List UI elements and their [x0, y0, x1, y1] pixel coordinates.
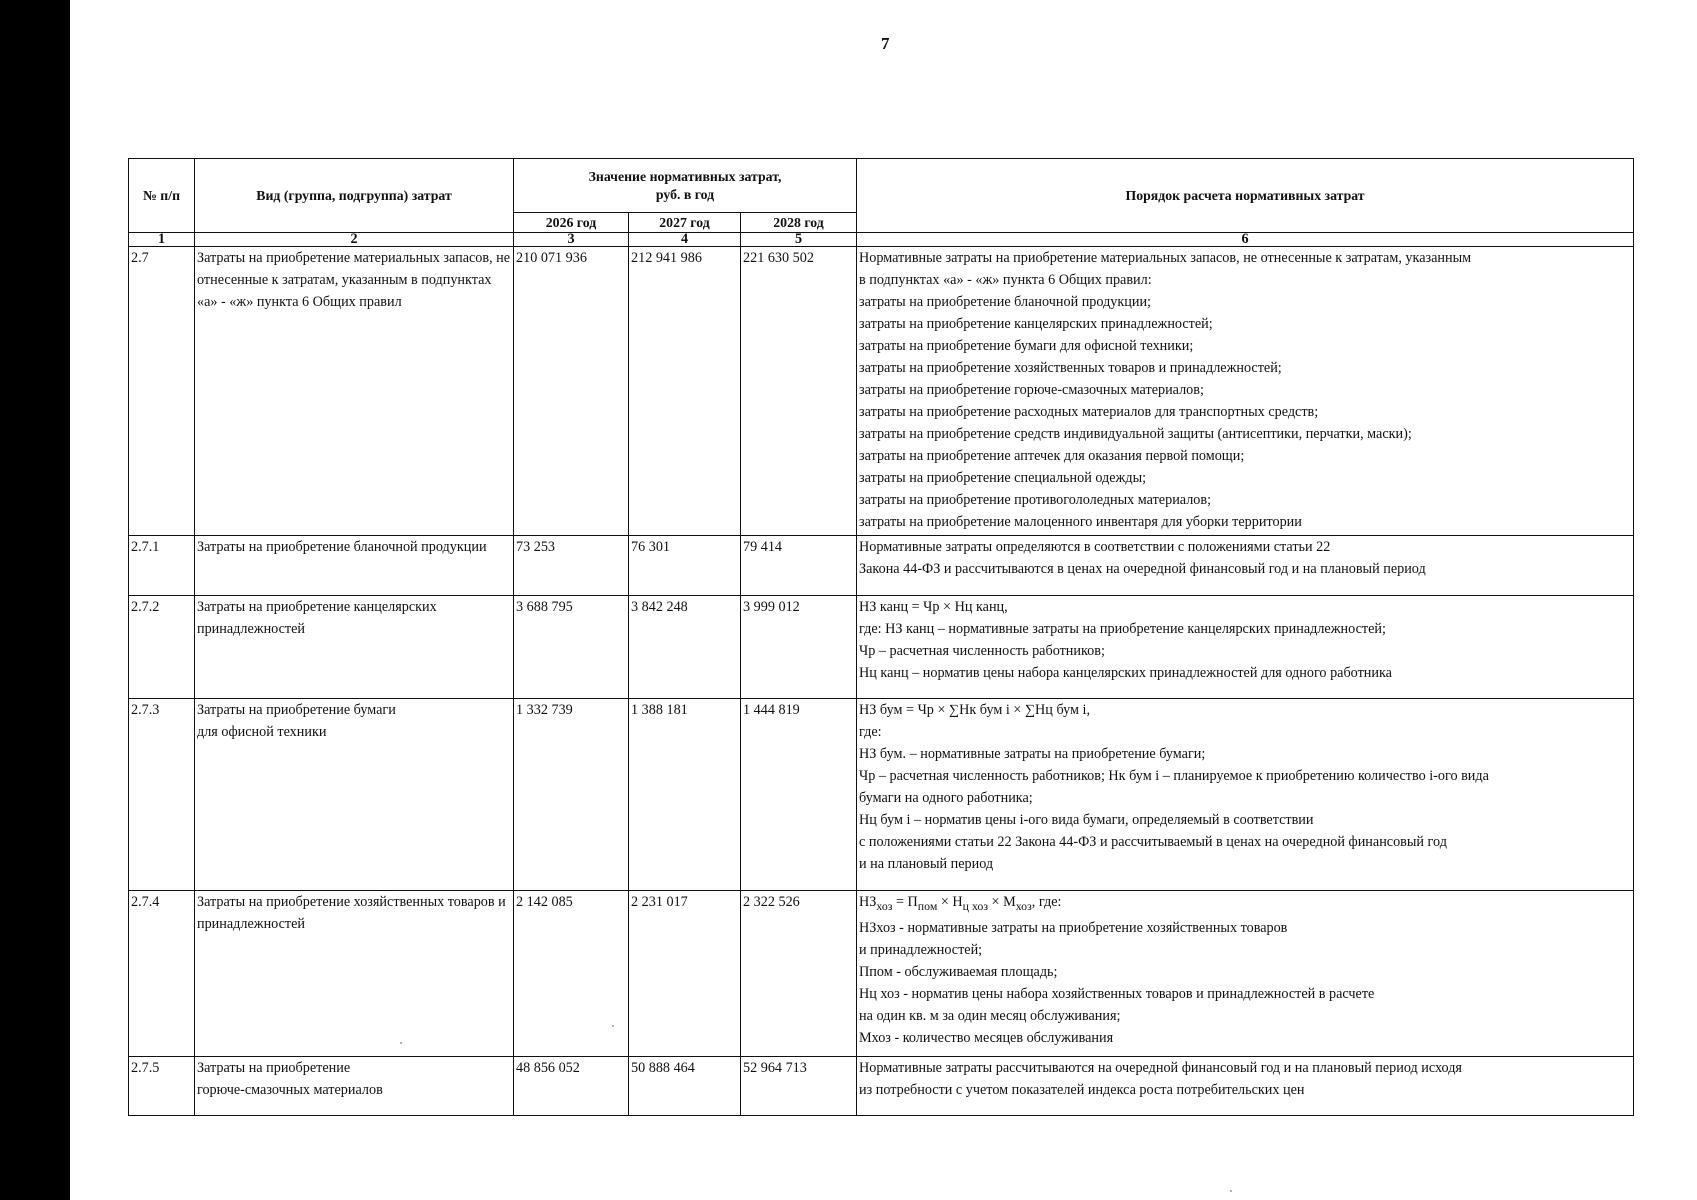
row-kind-line: горюче-смазочных материалов [197, 1082, 383, 1098]
row-value-2028: 2 322 526 [741, 891, 857, 1057]
scan-dark-edge [0, 0, 70, 1200]
row-value-2028: 1 444 819 [741, 699, 857, 891]
row-value-2028: 52 964 713 [741, 1057, 857, 1116]
order-line: Нормативные затраты на приобретение материальных запасов, не отнесенные к затратам, указанным [859, 250, 1472, 266]
formula-part: × М [988, 894, 1016, 910]
order-line: затраты на приобретение бланочной продукции; [859, 294, 1152, 310]
column-number: 2 [195, 233, 514, 247]
header-year-2026: 2026 год [514, 213, 629, 233]
row-value-2026: 73 253 [514, 536, 629, 596]
formula-part: × Н [937, 894, 963, 910]
formula-part: НЗ [859, 894, 877, 910]
row-value-2027: 50 888 464 [629, 1057, 741, 1116]
order-line: из потребности с учетом показателей индекса роста потребительских цен [859, 1082, 1305, 1098]
table-row [129, 536, 1634, 596]
row-kind-line: для офисной техники [197, 724, 327, 740]
row-order [857, 536, 1634, 596]
row-kind: Затраты на приобретение хозяйственных товаров и принадлежностей [195, 891, 514, 1057]
order-line: затраты на приобретение малоценного инвентаря для уборки территории [859, 514, 1302, 530]
row-value-2026: 210 071 936 [514, 247, 629, 536]
row-value-2026: 1 332 739 [514, 699, 629, 891]
row-num: 2.7.3 [129, 699, 195, 891]
table-row [129, 1057, 1634, 1116]
column-number: 6 [857, 233, 1634, 247]
row-kind [195, 699, 514, 891]
row-value-2026: 48 856 052 [514, 1057, 629, 1116]
header-year-2027: 2027 год [629, 213, 741, 233]
order-line: затраты на приобретение противогололедных материалов; [859, 492, 1212, 508]
row-order [857, 1057, 1634, 1116]
order-line: Закона 44-ФЗ и рассчитываются в ценах на очередной финансовый год и на плановый период [859, 561, 1426, 577]
header-order: Порядок расчета нормативных затрат [857, 159, 1634, 233]
order-line: и на плановый период [859, 856, 994, 872]
order-line: затраты на приобретение расходных материалов для транспортных средств; [859, 404, 1319, 420]
formula-subscript: пом [917, 898, 938, 913]
scan-speck [1230, 1190, 1232, 1192]
table-row [129, 247, 1634, 536]
row-kind [195, 1057, 514, 1116]
row-value-2027: 212 941 986 [629, 247, 741, 536]
order-line: затраты на приобретение средств индивидуальной защиты (антисептики, перчатки, маски); [859, 426, 1412, 442]
table-row [129, 891, 1634, 1057]
row-kind-line: Затраты на приобретение [197, 1060, 351, 1076]
row-value-2028: 79 414 [741, 536, 857, 596]
row-num: 2.7.2 [129, 596, 195, 699]
order-line: НЗхоз - нормативные затраты на приобретение хозяйственных товаров [859, 919, 1288, 936]
header-value-line1: Значение нормативных затрат, [588, 168, 782, 184]
row-order [857, 891, 1634, 1057]
column-number: 3 [514, 233, 629, 247]
formula-line [859, 891, 1631, 917]
order-line: затраты на приобретение канцелярских принадлежностей; [859, 316, 1213, 332]
formula-part: , где: [1031, 894, 1062, 910]
page-number: 7 [881, 34, 890, 53]
row-value-2028: 221 630 502 [741, 247, 857, 536]
row-order [857, 247, 1634, 536]
column-number: 4 [629, 233, 741, 247]
order-line: Нц канц – норматив цены набора канцелярских принадлежностей для одного работника [859, 665, 1392, 681]
row-kind: Затраты на приобретение бланочной продукции [195, 536, 514, 596]
order-line: Нормативные затраты определяются в соответствии с положениями статьи 22 [859, 539, 1331, 555]
row-order [857, 699, 1634, 891]
row-value-2027: 2 231 017 [629, 891, 741, 1057]
order-line: Нц бум i – норматив цены i-ого вида бумаги, определяемый в соответствии [859, 812, 1314, 828]
order-line: Чр – расчетная численность работников; [859, 643, 1105, 659]
order-line: где: [859, 724, 882, 740]
order-line: затраты на приобретение горюче-смазочных материалов; [859, 382, 1204, 398]
row-num: 2.7.4 [129, 891, 195, 1057]
row-value-2027: 1 388 181 [629, 699, 741, 891]
order-line: Нормативные затраты рассчитываются на очередной финансовый год и на плановый период исходя [859, 1060, 1462, 1076]
order-line: Нц хоз - норматив цены набора хозяйственных товаров и принадлежностей в расчете [859, 985, 1375, 1002]
row-value-2028: 3 999 012 [741, 596, 857, 699]
order-line: в подпунктах «а» - «ж» пункта 6 Общих правил: [859, 272, 1152, 288]
row-value-2027: 3 842 248 [629, 596, 741, 699]
row-num: 2.7.5 [129, 1057, 195, 1116]
header-num: № п/п [129, 159, 195, 233]
order-line: и принадлежностей; [859, 941, 983, 958]
order-line: бумаги на одного работника; [859, 790, 1033, 806]
row-num: 2.7 [129, 247, 195, 536]
header-kind: Вид (группа, подгруппа) затрат [195, 159, 514, 233]
row-value-2027: 76 301 [629, 536, 741, 596]
column-number: 5 [741, 233, 857, 247]
order-line: на один кв. м за один месяц обслуживания; [859, 1007, 1121, 1024]
order-line: Мхоз - количество месяцев обслуживания [859, 1029, 1114, 1046]
order-line: НЗ канц = Чр × Нц канц, [859, 599, 1008, 615]
order-line: Чр – расчетная численность работников; Нк бум i – планируемое к приобретению количество i-ого вида [859, 768, 1489, 784]
table-row [129, 699, 1634, 891]
order-line: НЗ бум. – нормативные затраты на приобретение бумаги; [859, 746, 1206, 762]
column-number: 1 [129, 233, 195, 247]
order-line: затраты на приобретение аптечек для оказания первой помощи; [859, 448, 1245, 464]
order-line: с положениями статьи 22 Закона 44-ФЗ и рассчитываемый в ценах на очередной финансовый год [859, 834, 1447, 850]
formula-part: = П [892, 894, 918, 910]
row-value-2026: 3 688 795 [514, 596, 629, 699]
formula-subscript: ц хоз [962, 898, 988, 913]
header-value-group [514, 159, 857, 213]
row-kind-line: Затраты на приобретение бумаги [197, 702, 396, 718]
formula-subscript: хоз [876, 898, 893, 913]
order-line: где: НЗ канц – нормативные затраты на приобретение канцелярских принадлежностей; [859, 621, 1386, 637]
table-row [129, 596, 1634, 699]
norm-costs-table [128, 158, 1634, 1116]
row-order [857, 596, 1634, 699]
row-kind: Затраты на приобретение канцелярских принадлежностей [195, 596, 514, 699]
formula-subscript: хоз [1015, 898, 1032, 913]
order-line: затраты на приобретение хозяйственных товаров и принадлежностей; [859, 360, 1282, 376]
row-value-2026: 2 142 085 [514, 891, 629, 1057]
order-line: НЗ бум = Чр × ∑Нк бум i × ∑Нц бум i, [859, 702, 1091, 718]
header-value-line2: руб. в год [655, 186, 715, 202]
order-line: Ппом - обслуживаемая площадь; [859, 963, 1058, 980]
order-line: затраты на приобретение специальной одежды; [859, 470, 1147, 486]
row-num: 2.7.1 [129, 536, 195, 596]
header-year-2028: 2028 год [741, 213, 857, 233]
order-line: затраты на приобретение бумаги для офисной техники; [859, 338, 1194, 354]
row-kind: Затраты на приобретение материальных запасов, не отнесенные к затратам, указанным в подпунктах «а» - «ж» пункта 6 Общих правил [195, 247, 514, 536]
